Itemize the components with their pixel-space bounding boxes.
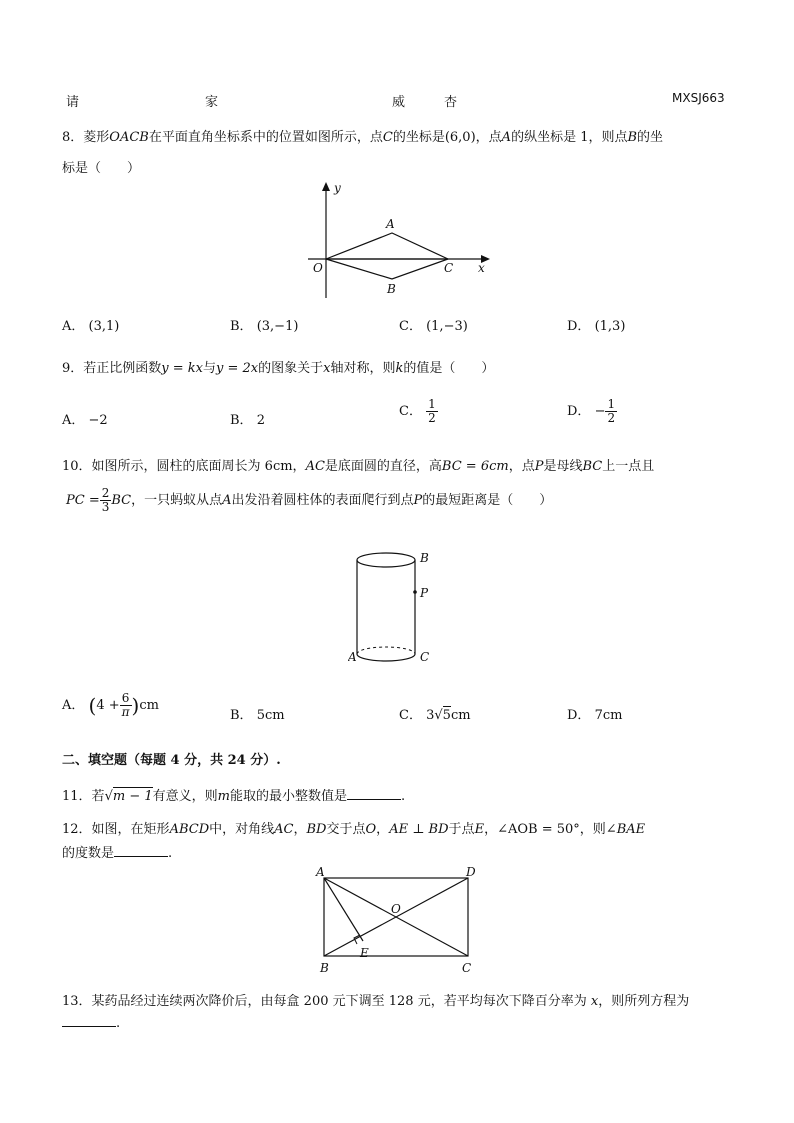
- header-code: MXSJ663: [672, 91, 725, 105]
- q12-fig-label-B: B: [320, 961, 329, 975]
- q12-fig-label-A: A: [316, 866, 325, 879]
- q10-fig-label-P: P: [420, 586, 429, 600]
- q10-option-c: C． 3√5cm: [399, 708, 471, 723]
- q11-stem: 11．若√m − 1有意义，则m能取的最小整数值是 .: [62, 789, 406, 804]
- q9-option-b: B． 2: [230, 413, 265, 428]
- q12-fig-label-E: E: [360, 946, 369, 960]
- header-char-4: 杏: [444, 95, 458, 110]
- q10-fig-label-B: B: [420, 551, 429, 565]
- q10-option-a: A． (4 + $\frac{6}{\pi}$ )cm: [62, 691, 159, 719]
- q12-rectangle-figure: [312, 866, 484, 978]
- q10-fig-label-A: A: [348, 650, 357, 664]
- q10-cylinder-figure: [348, 548, 448, 668]
- q10-option-b: B． 5cm: [230, 708, 285, 723]
- q12-line-1: 12．如图，在矩形ABCD中，对角线AC，BD交于点O，AE ⊥ BD于点E，∠AOB = 50°，则∠BAE: [62, 822, 646, 837]
- q8-fig-label-y: y: [334, 181, 341, 195]
- q8-fig-label-x: x: [478, 261, 485, 275]
- q12-fig-label-D: D: [466, 866, 476, 879]
- q8-option-d: D． (1,3): [567, 319, 626, 334]
- q12-answer-blank: [114, 846, 168, 857]
- q10-line-1: 10．如图所示，圆柱的底面周长为 6cm，AC是底面圆的直径，高BC = 6cm，点P是母线BC上一点且: [62, 459, 655, 474]
- q8-fig-label-C: C: [444, 261, 454, 275]
- q9-stem: 9．若正比例函数y = kx与y = 2x的图象关于x轴对称，则k的值是（ ）: [62, 361, 495, 376]
- q10-option-d: D． 7cm: [567, 708, 623, 723]
- q9-option-c: C． $\frac{1}{2}$: [399, 397, 436, 425]
- q9-option-d: D． − $\frac{1}{2}$: [567, 397, 616, 425]
- q13-line-1: 13．某药品经过连续两次降价后，由每盒 200 元下调至 128 元，若平均每次下降百分率为 x，则所列方程为: [62, 994, 690, 1009]
- q9-option-a: A． −2: [62, 413, 108, 428]
- header-char-3: 威: [392, 95, 406, 110]
- q8-line-1: 8．菱形OACB在平面直角坐标系中的位置如图所示，点C的坐标是(6,0)，点A的纵坐标是 1，则点B的坐: [62, 130, 664, 145]
- q10-line-2: PC = $\frac{2}{3}$ BC，一只蚂蚁从点A出发沿着圆柱体的表面爬行到点P的最短距离是（ ）: [66, 486, 553, 514]
- q12-fig-label-O: O: [391, 902, 401, 916]
- q12-line-2: 的度数是 .: [62, 846, 173, 861]
- q8-option-c: C． (1,−3): [399, 319, 468, 334]
- q8-option-b: B． (3,−1): [230, 319, 299, 334]
- q12-fig-label-C: C: [462, 961, 472, 975]
- q8-fig-label-B: B: [387, 282, 396, 296]
- q8-rhombus-figure: [300, 178, 500, 303]
- q8-option-a: A． (3,1): [62, 319, 120, 334]
- q13-answer-blank: [62, 1016, 116, 1027]
- q8-line-2: 标是（ ）: [62, 161, 141, 176]
- header-char-1: 请: [66, 95, 80, 110]
- q11-answer-blank: [347, 789, 401, 800]
- q8-fig-label-A: A: [386, 217, 395, 231]
- header-char-2: 家: [205, 95, 219, 110]
- section-2-heading: 二、填空题（每题 4 分，共 24 分）.: [62, 753, 281, 768]
- q8-fig-label-O: O: [313, 261, 323, 275]
- q13-line-2: .: [62, 1016, 120, 1031]
- q10-fig-label-C: C: [420, 650, 430, 664]
